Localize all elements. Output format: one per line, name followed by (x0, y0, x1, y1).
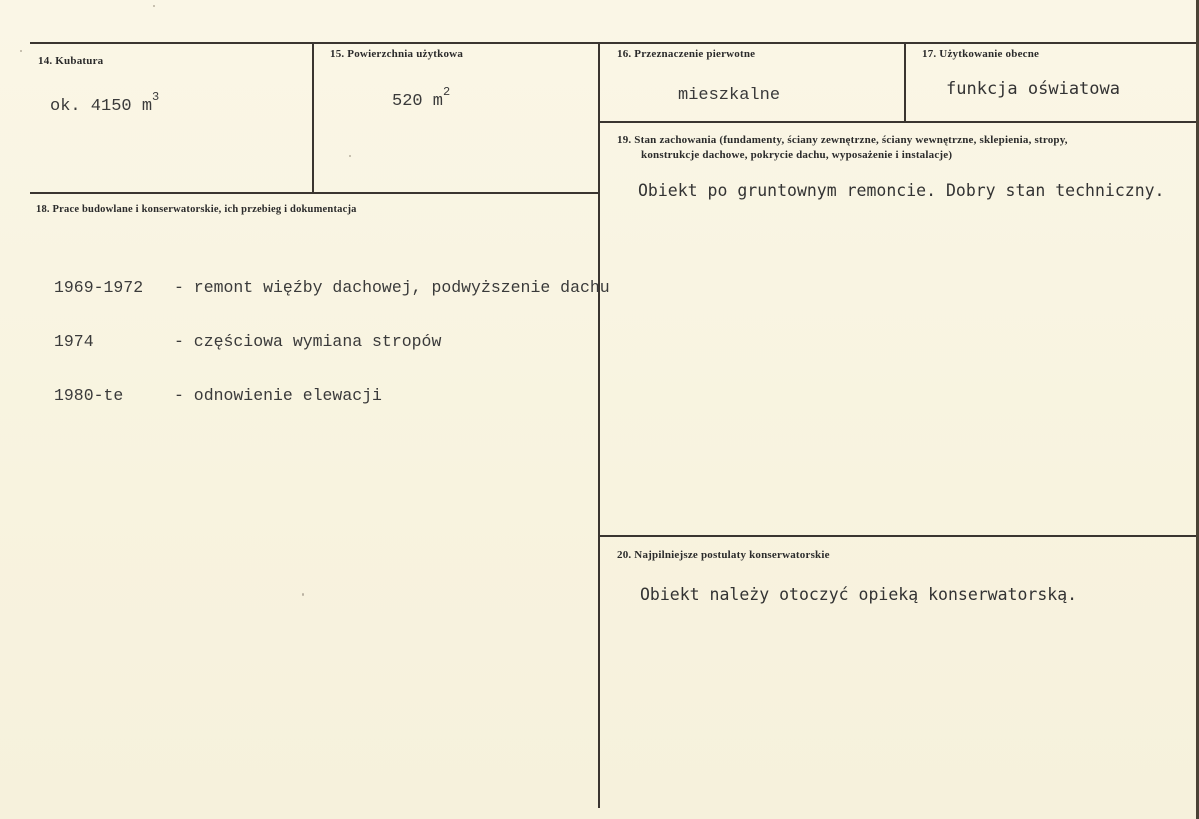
field-19-value: Obiekt po gruntownym remoncie. Dobry stan techniczny. (638, 181, 1165, 200)
works-year: 1974 (54, 332, 94, 351)
divider-16-17 (904, 42, 906, 122)
works-year: 1980-te (54, 386, 124, 405)
works-description: - odnowienie elewacji (174, 386, 382, 405)
field-19-label-line1: 19. Stan zachowania (fundamenty, ściany zewnętrzne, ściany wewnętrzne, sklepienia, stropy, (617, 134, 1068, 146)
field-15-value (392, 85, 450, 111)
field-17-label: 17. Użytkowanie obecne (922, 48, 1040, 60)
works-description: - remont więźby dachowej, podwyższenie dachu (174, 278, 610, 297)
works-entry (54, 333, 610, 351)
works-year: 1969-1972 (54, 278, 144, 297)
field-20-label: 20. Najpilniejsze postulaty konserwatorskie (617, 549, 830, 561)
divider-14-15 (312, 42, 314, 192)
field-18-label: 18. Prace budowlane i konserwatorskie, ich przebieg i dokumentacja (36, 204, 357, 215)
rule-under-16-17 (600, 121, 1199, 123)
field-19-label (617, 133, 1068, 163)
field-14-value (50, 90, 159, 116)
field-20-value: Obiekt należy otoczyć opieką konserwatorską. (640, 585, 1078, 604)
paper-speck (153, 5, 155, 7)
paper-speck (302, 593, 304, 596)
field-14-label: 14. Kubatura (38, 55, 104, 67)
works-entry (54, 387, 610, 405)
works-entry (54, 279, 610, 297)
field-15-label: 15. Powierzchnia użytkowa (330, 48, 464, 60)
rule-above-20 (600, 535, 1199, 537)
rule-under-14-15 (30, 192, 600, 194)
paper-speck (20, 50, 22, 52)
field-15-value-text: 520 m (392, 92, 444, 111)
works-description: - częściowa wymiana stropów (174, 332, 442, 351)
field-14-value-text: ok. 4150 m (50, 97, 153, 116)
top-rule (30, 42, 1199, 44)
field-15-value-exponent: 2 (443, 85, 451, 99)
field-16-value: mieszkalne (678, 86, 781, 105)
field-17-value: funkcja oświatowa (946, 79, 1120, 99)
field-19-label-line2: konstrukcje dachowe, pokrycie dachu, wyposażenie i instalacje) (641, 149, 953, 161)
paper-speck (349, 155, 351, 157)
field-16-label: 16. Przeznaczenie pierwotne (617, 48, 756, 60)
field-18-works-list (54, 243, 610, 441)
field-14-value-exponent: 3 (152, 90, 160, 104)
